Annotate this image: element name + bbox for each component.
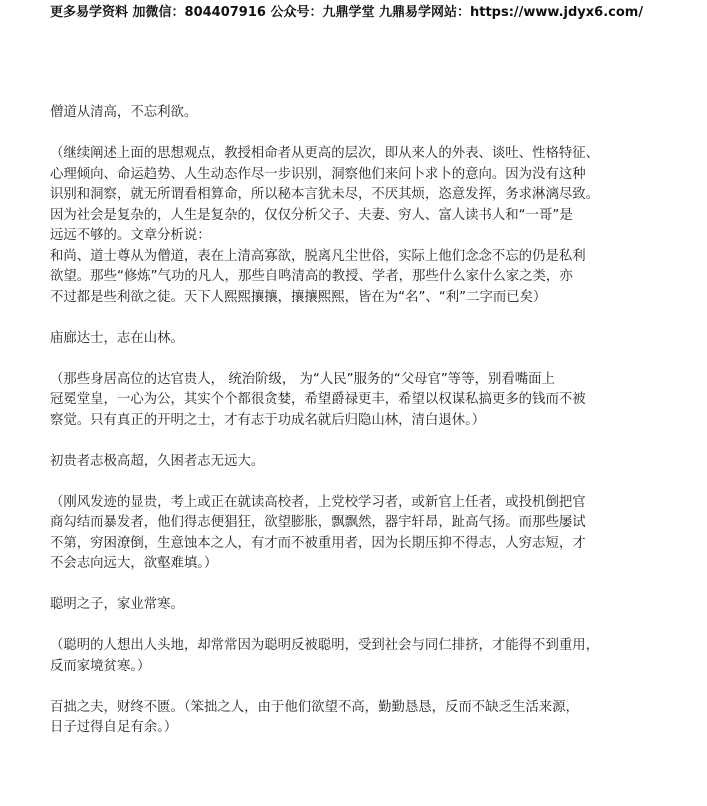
text-line: 不过都是些利欲之徒。天下人熙熙攘攘，攘攘熙熙，皆在为“名”、“利”二字而已矣） bbox=[50, 289, 547, 305]
text-line: 商勾结而暴发者，他们得志便猖狂，欲望膨胀，飘飘然，器宇轩昂，趾高气扬。而那些屡试 bbox=[50, 515, 586, 530]
text-line: 察觉。只有真正的开明之士，才有志于功成名就后归隐山林，清白退休。） bbox=[50, 412, 486, 428]
text-line: 和尚、道士尊从为僧道，表在上清高寡欲，脱离凡尘世俗，实际上他们念念不忘的仍是私利 bbox=[50, 248, 586, 264]
text-line: 识别和洞察，就无所谓看相算命，所以秘本言犹未尽，不厌其烦，恣意发挥，务求淋漓尽致。 bbox=[50, 187, 600, 202]
paragraph-heading-with-commentary bbox=[50, 698, 666, 739]
text-line: 日子过得自足有余。） bbox=[50, 720, 178, 735]
text-line: （那些身居高位的达官贵人， 统治阶级， 为“人民”服务的“父母官”等等，别看嘴面上 bbox=[50, 371, 555, 387]
paragraph-commentary bbox=[50, 493, 666, 575]
text-line: 聪明之子，家业常寒。 bbox=[50, 597, 184, 612]
text-line: 不第，穷困潦倒，生意蚀本之人，有才而不被重用者，因为长期压抑不得志，人穷志短，才 bbox=[50, 535, 586, 551]
text-line: 心理倾向、命运趋势、人生动态作尽一步识别，洞察他们来问卜求卜的意向。因为没有这种 bbox=[50, 166, 586, 182]
text-line: 初贵者志极高超，久困者志无远大。 bbox=[50, 453, 265, 469]
text-line: 冠冕堂皇，一心为公，其实个个都很贪婪，希望爵禄更丰，希望以权谋私搞更多的钱而不被 bbox=[50, 392, 586, 407]
paragraph-heading bbox=[50, 595, 666, 616]
text-line: 不会志向远大，欲壑难填。） bbox=[50, 556, 218, 571]
text-line: 欲望。那些“修炼”气功的凡人，那些自鸣清高的教授、学者，那些什么家什么家之类，亦 bbox=[50, 269, 573, 284]
page-header-watermark: 更多易学资料 加微信：804407916 公众号：九鼎学堂 九鼎易学网站：https://www.jdyx6.com/ bbox=[50, 5, 644, 20]
paragraph-heading bbox=[50, 103, 666, 124]
paragraph-heading bbox=[50, 452, 666, 473]
text-line: 反而家境贫寒。） bbox=[50, 658, 151, 674]
paragraph-commentary bbox=[50, 144, 666, 308]
document-body bbox=[50, 103, 666, 759]
text-line: 百拙之夫，财终不匮。（笨拙之人，由于他们欲望不高，勤勤恳恳，反而不缺乏生活来源， bbox=[50, 699, 579, 715]
text-line: （刚风发迹的显贵，考上或正在就读高校者，上党校学习者，或新官上任者，或投机倒把官 bbox=[50, 494, 586, 510]
paragraph-commentary bbox=[50, 370, 666, 432]
paragraph-commentary bbox=[50, 636, 666, 677]
text-line: 远远不够的。文章分析说： bbox=[50, 228, 211, 243]
text-line: （继续阐述上面的思想观点，教授相命者从更高的层次，即从来人的外表、谈吐、性格特征、 bbox=[50, 146, 600, 161]
text-line: 庙廊达士，志在山林。 bbox=[50, 330, 184, 346]
text-line: 因为社会是复杂的，人生是复杂的，仅仅分析父子、夫妻、穷人、富人读书人和“一哥”是 bbox=[50, 207, 573, 223]
text-line: （聪明的人想出人头地，却常常因为聪明反被聪明，受到社会与同仁排挤，才能得不到重用， bbox=[50, 638, 600, 653]
text-line: 僧道从清高，不忘利欲。 bbox=[50, 105, 198, 120]
paragraph-heading bbox=[50, 329, 666, 350]
